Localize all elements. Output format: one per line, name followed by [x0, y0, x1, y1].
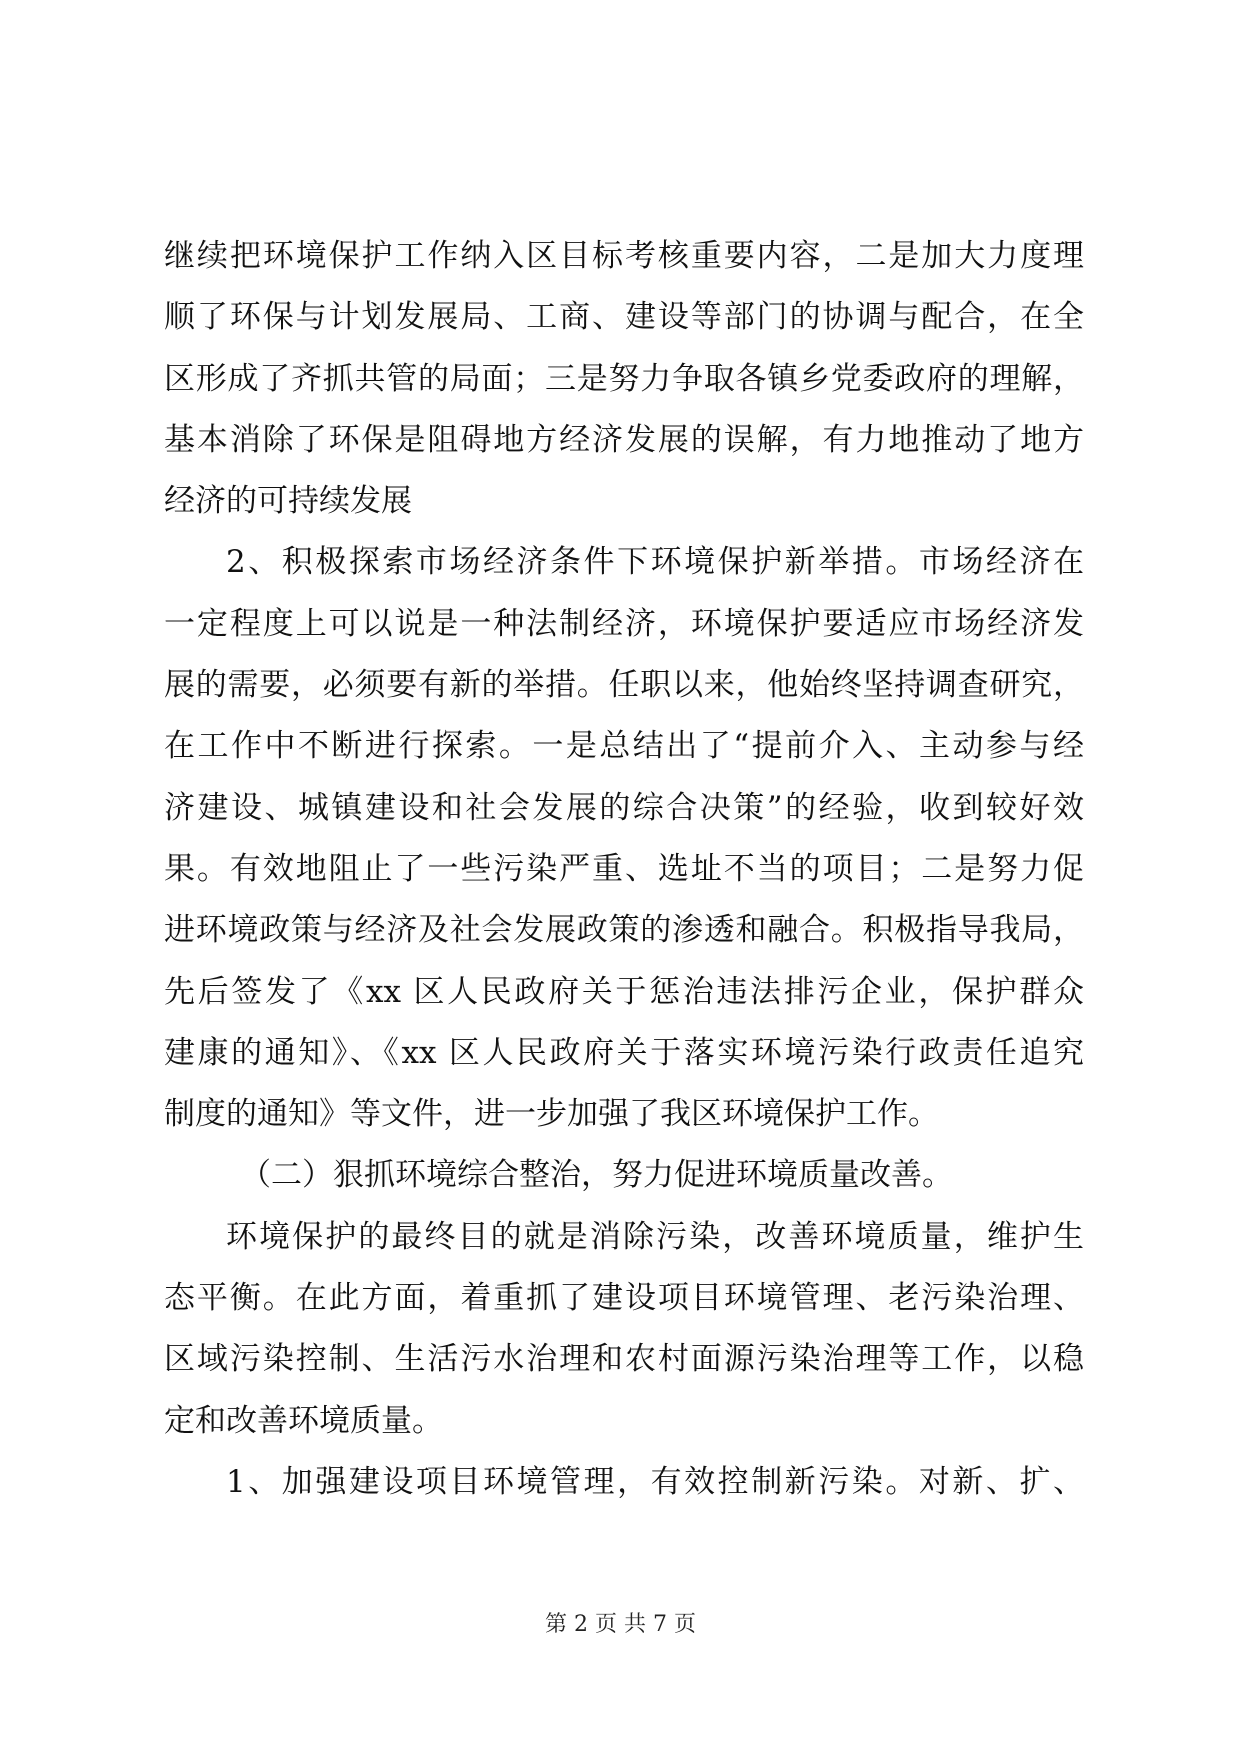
text-line-1: 继续把环境保护工作纳入区目标考核重要内容，二是加大力度理	[164, 238, 1084, 274]
text-line-17: 环境保护的最终目的就是消除污染，改善环境质量，维护生	[226, 1218, 1084, 1255]
text-line-15: 制度的通知》等文件，进一步加强了我区环境保护工作。	[164, 1096, 939, 1133]
page-footer: 第 2 页 共 7 页	[545, 1612, 696, 1637]
text-line-7: 一定程度上可以说是一种法制经济，环境保护要适应市场经济发	[164, 605, 1084, 642]
text-line-11: 果。有效地阻止了一些污染严重、选址不当的项目；二是努力促	[164, 850, 1084, 887]
text-line-21: 1、加强建设项目环境管理，有效控制新污染。对新、扩、	[226, 1463, 1084, 1500]
text-line-14: 建康的通知》、《xx 区人民政府关于落实环境污染行政责任追究	[164, 1034, 1084, 1071]
body-text	[164, 226, 1084, 1513]
text-line-3: 区形成了齐抓共管的局面；三是努力争取各镇乡党委政府的理解，	[164, 360, 1084, 397]
text-line-6: 2、积极探索市场经济条件下环境保护新举措。市场经济在	[226, 544, 1084, 581]
text-line-20: 定和改善环境质量。	[164, 1402, 443, 1439]
text-line-18: 态平衡。在此方面，着重抓了建设项目环境管理、老污染治理、	[164, 1280, 1084, 1317]
text-line-12: 进环境政策与经济及社会发展政策的渗透和融合。积极指导我局，	[164, 912, 1084, 949]
text-line-8: 展的需要，必须要有新的举措。任职以来，他始终坚持调查研究，	[164, 667, 1084, 704]
text-line-5: 经济的可持续发展	[164, 483, 412, 520]
text-line-13: 先后签发了《xx 区人民政府关于惩治违法排污企业，保护群众	[164, 973, 1084, 1010]
text-line-9: 在工作中不断进行探索。一是总结出了“提前介入、主动参与经	[164, 728, 1084, 765]
text-line-2: 顺了环保与计划发展局、工商、建设等部门的协调与配合，在全	[164, 299, 1084, 336]
section-heading: （二）狠抓环境综合整治，努力促进环境质量改善。	[240, 1157, 953, 1194]
text-line-4: 基本消除了环保是阻碍地方经济发展的误解，有力地推动了地方	[164, 421, 1084, 458]
text-line-19: 区域污染控制、生活污水治理和农村面源污染治理等工作，以稳	[164, 1341, 1084, 1378]
text-line-10: 济建设、城镇建设和社会发展的综合决策”的经验，收到较好效	[164, 789, 1084, 826]
